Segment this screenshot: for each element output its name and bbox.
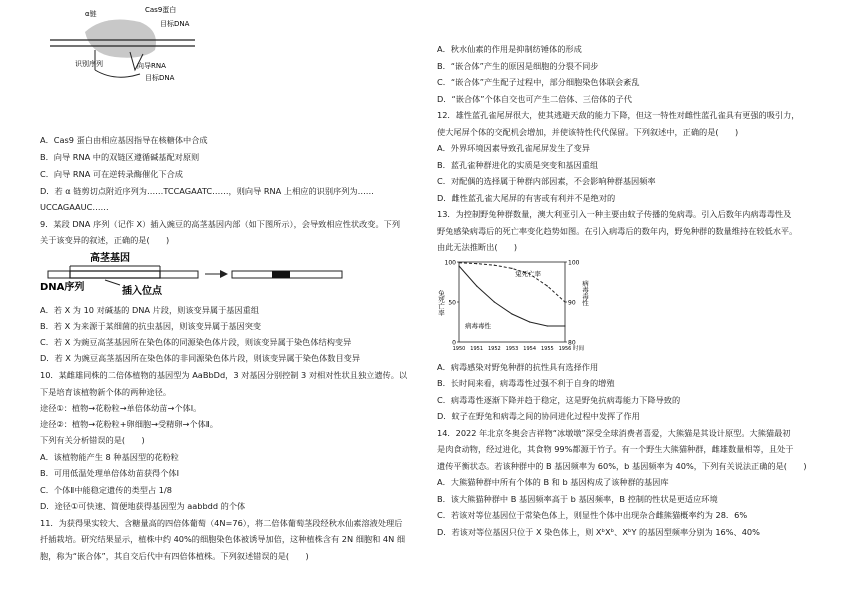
q11-line-1: 11．为获得果实较大、含糖量高的四倍体葡萄（4N=76），将二倍体葡萄茎段经秋水仙素溶液处理后 xyxy=(40,518,403,528)
dna-insert-diagram xyxy=(40,250,350,298)
series-label-virulence: 病毒毒性 xyxy=(465,322,491,330)
data-point xyxy=(494,265,495,266)
cas9-figure xyxy=(45,2,205,82)
q14-line-2: 是肉食动物，经过进化，其食物 99%都源于竹子。有一个野生大熊猫种群，雌雄数量相等，且处于 xyxy=(437,444,794,454)
data-point xyxy=(476,263,477,264)
y-left-tick-label: 0 xyxy=(452,339,456,347)
q14-line-7: D．若该对等位基因只位于 X 染色体上，则 XᵇXᵇ、XᵇY 的基因型频率分别为 16%、40% xyxy=(437,527,760,537)
q14-line-6: C．若该对等位基因位于常染色体上，则显性个体中出现杂合雌熊猫概率约为 28．6% xyxy=(437,510,748,520)
guide-rna-curve xyxy=(95,70,140,77)
insert-pointer xyxy=(105,280,120,285)
x-tick-label: 1950 xyxy=(452,346,466,352)
q9-option-d: D．若 X 为豌豆高茎基因所在染色体的非同源染色体片段，则该变异属于染色体数目变异 xyxy=(40,353,361,363)
q11-option-a: A．秋水仙素的作用是抑制纺锤体的形成 xyxy=(437,44,582,54)
data-point xyxy=(547,285,548,286)
x-tick-label: 1955 xyxy=(540,346,554,352)
q14-line-3: 遗传平衡状态。若该种群中的 B 基因频率为 60%，b 基因频率为 40%，下列有关说法正确的是( ) xyxy=(437,461,807,471)
data-point xyxy=(564,325,565,326)
q10-line-4: 途径②：植物→花粉粒+卵细胞→受精卵→个体Ⅱ。 xyxy=(40,419,218,429)
virus-chart xyxy=(437,256,597,356)
y-left-axis-label: 兔死亡率 xyxy=(437,290,445,316)
q10-line-1: 10．某雌雄同株的二倍体植物的基因型为 AaBbDd，3 对基因分别控制 3 对相对性状且独立遗传。以 xyxy=(40,370,408,380)
q12-line-1: 12．雄性蓝孔雀尾屏很大，使其逃避天敌的能力下降，但这一特性对雌性蓝孔雀具有更强的吸引力， xyxy=(437,110,800,120)
x-axis-label: 时间 xyxy=(573,346,585,352)
arrow-head xyxy=(220,270,228,278)
series-line-1 xyxy=(459,266,565,326)
x-tick-label: 1953 xyxy=(505,346,519,352)
data-point xyxy=(458,262,459,263)
y-right-tick-label: 90 xyxy=(568,299,576,307)
data-point xyxy=(494,301,495,302)
cas9-label-4: 向导RNA xyxy=(137,62,166,70)
q14-line-1: 14．2022 年北京冬奥会吉祥物“冰墩墩”深受全球消费者喜爱，大熊猫是其设计原型。大熊猫最初 xyxy=(437,428,791,438)
y-right-tick-label: 100 xyxy=(568,259,580,267)
q10-line-8: C．个体Ⅱ中能稳定遗传的类型占 1/8 xyxy=(40,485,172,495)
data-point xyxy=(511,268,512,269)
inserted-segment xyxy=(272,271,290,278)
plot-frame xyxy=(459,262,565,342)
q9-option-c: C．若 X 为豌豆高茎基因所在染色体的同源染色体片段，则该变异属于染色体结构变异 xyxy=(40,337,352,347)
series-label-mortality: 兔死亡率 xyxy=(515,270,541,278)
cas9-label-3: 识别序列 xyxy=(75,60,103,68)
q12-line-4: B．蓝孔雀种群进化的实质是突变和基因重组 xyxy=(437,160,599,170)
q9-stem-1: 9．某段 DNA 序列（记作 X）插入豌豆的高茎基因内部（如下图所示），会导致相应性状改变。下列 xyxy=(40,219,401,229)
data-point xyxy=(564,301,565,302)
q10-line-2: 下是培育该植物新个体的两种途径。 xyxy=(40,387,172,397)
q8-option-b: B．向导 RNA 中的双链区遵循碱基配对原则 xyxy=(40,152,200,162)
q12-line-5: C．对配偶的选择属于种群内部因素，不会影响种群基因频率 xyxy=(437,176,656,186)
q9-stem-2: 关于该变异的叙述，正确的是( ) xyxy=(40,235,170,245)
q9-option-a: A．若 X 为 10 对碱基的 DNA 片段，则该变异属于基因重组 xyxy=(40,305,260,315)
cas9-diagram xyxy=(45,2,205,82)
q10-line-5: 下列有关分析错误的是( ) xyxy=(40,435,145,445)
cas9-protein-shape xyxy=(85,20,156,58)
q10-line-6: A．该植物能产生 8 种基因型的花粉粒 xyxy=(40,452,179,462)
q13-option-b: B．长时间来看，病毒毒性过强不利于自身的增殖 xyxy=(437,378,615,388)
q12-line-2: 使大尾屏个体的交配机会增加，并使该特性代代保留。下列叙述中，正确的是( ) xyxy=(437,127,739,137)
data-point xyxy=(547,325,548,326)
q13-stem-2: 野兔感染病毒后的死亡率变化趋势如图。在引入病毒后的数年内，野兔种群的数量维持在较低水平。 xyxy=(437,226,798,236)
q12-line-3: A．外界环境因素导致孔雀尾屏发生了变异 xyxy=(437,143,590,153)
q8-option-d-cont: UCCAGAAUC…… xyxy=(40,202,109,212)
dna-sequence-label: DNA序列 xyxy=(40,282,85,293)
data-point xyxy=(458,265,459,266)
insert-site-label: 插入位点 xyxy=(122,286,162,297)
data-point xyxy=(511,313,512,314)
virus-chart-svg xyxy=(437,256,597,356)
q10-line-7: B．可用低温处理单倍体幼苗获得个体Ⅰ xyxy=(40,468,180,478)
q10-line-9: D．途径①可快速、简便地获得基因型为 aabbdd 的个体 xyxy=(40,501,246,511)
y-left-tick-label: 100 xyxy=(444,259,456,267)
y-left-tick-label: 50 xyxy=(448,299,456,307)
y-right-tick-label: 80 xyxy=(568,339,576,347)
q10-line-3: 途径①：植物→花粉粒→单倍体幼苗→个体Ⅰ。 xyxy=(40,403,202,413)
q13-option-a: A．病毒感染对野兔种群的抗性具有选择作用 xyxy=(437,362,599,372)
cas9-label-5: 目标DNA xyxy=(145,74,175,82)
data-point xyxy=(529,321,530,322)
q11-line-2: 扦插栽培。研究结果显示，植株中约 40%的细胞染色体被诱导加倍，这种植株含有 2N 细胞和 4N 细 xyxy=(40,534,406,544)
q11-line-3: 胞，称为“嵌合体”，其自交后代中有四倍体植株。下列叙述错误的是( ) xyxy=(40,551,309,561)
gene-label: 高茎基因 xyxy=(90,253,130,264)
q14-line-4: A．大熊猫种群中所有个体的 B 和 b 基因构成了该种群的基因库 xyxy=(437,477,669,487)
x-tick-label: 1954 xyxy=(523,346,537,352)
q13-option-d: D．蚊子在野兔和病毒之间的协同进化过程中发挥了作用 xyxy=(437,411,640,421)
q12-line-6: D．雌性蓝孔雀大尾屏的有害或有利并不是绝对的 xyxy=(437,193,616,203)
cas9-label-0: α链 xyxy=(85,10,97,18)
q11-option-d: D．“嵌合体”个体自交也可产生二倍体、三倍体的子代 xyxy=(437,94,632,104)
gene-segment xyxy=(70,271,160,278)
x-tick-label: 1956 xyxy=(558,346,572,352)
q8-option-d: D．若 α 链剪切点附近序列为……TCCAGAATC……，则向导 RNA 上相应的识别序列为…… xyxy=(40,186,374,196)
q13-option-c: C．病毒毒性逐渐下降并趋于稳定，这是野兔抗病毒能力下降导致的 xyxy=(437,395,681,405)
q9-option-b: B．若 X 为来源于某细菌的抗虫基因，则该变异属于基因突变 xyxy=(40,321,262,331)
q11-option-b: B．“嵌合体”产生的原因是细胞的分裂不同步 xyxy=(437,61,599,71)
q13-stem-3: 由此无法推断出( ) xyxy=(437,242,518,252)
cas9-label-1: Cas9蛋白 xyxy=(145,6,177,14)
dna-insert-figure xyxy=(40,250,350,298)
q14-line-5: B．该大熊猫种群中 B 基因频率高于 b 基因频率，B 控制的性状是更适应环境 xyxy=(437,494,718,504)
q13-stem-1: 13．为控制野兔种群数量，澳大利亚引入一种主要由蚊子传播的兔病毒。引入后数年内病毒毒性及 xyxy=(437,209,792,219)
q8-option-c: C．向导 RNA 可在逆转录酶催化下合成 xyxy=(40,169,183,179)
y-right-axis-label: 病毒毒性 xyxy=(581,280,589,306)
cas9-label-2: 目标DNA xyxy=(160,20,190,28)
data-point xyxy=(476,285,477,286)
x-tick-label: 1952 xyxy=(487,346,501,352)
q8-option-a: A．Cas9 蛋白由相应基因指导在核糖体中合成 xyxy=(40,135,208,145)
q11-option-c: C．“嵌合体”产生配子过程中，部分细胞染色体联会紊乱 xyxy=(437,77,640,87)
x-tick-label: 1951 xyxy=(470,346,484,352)
